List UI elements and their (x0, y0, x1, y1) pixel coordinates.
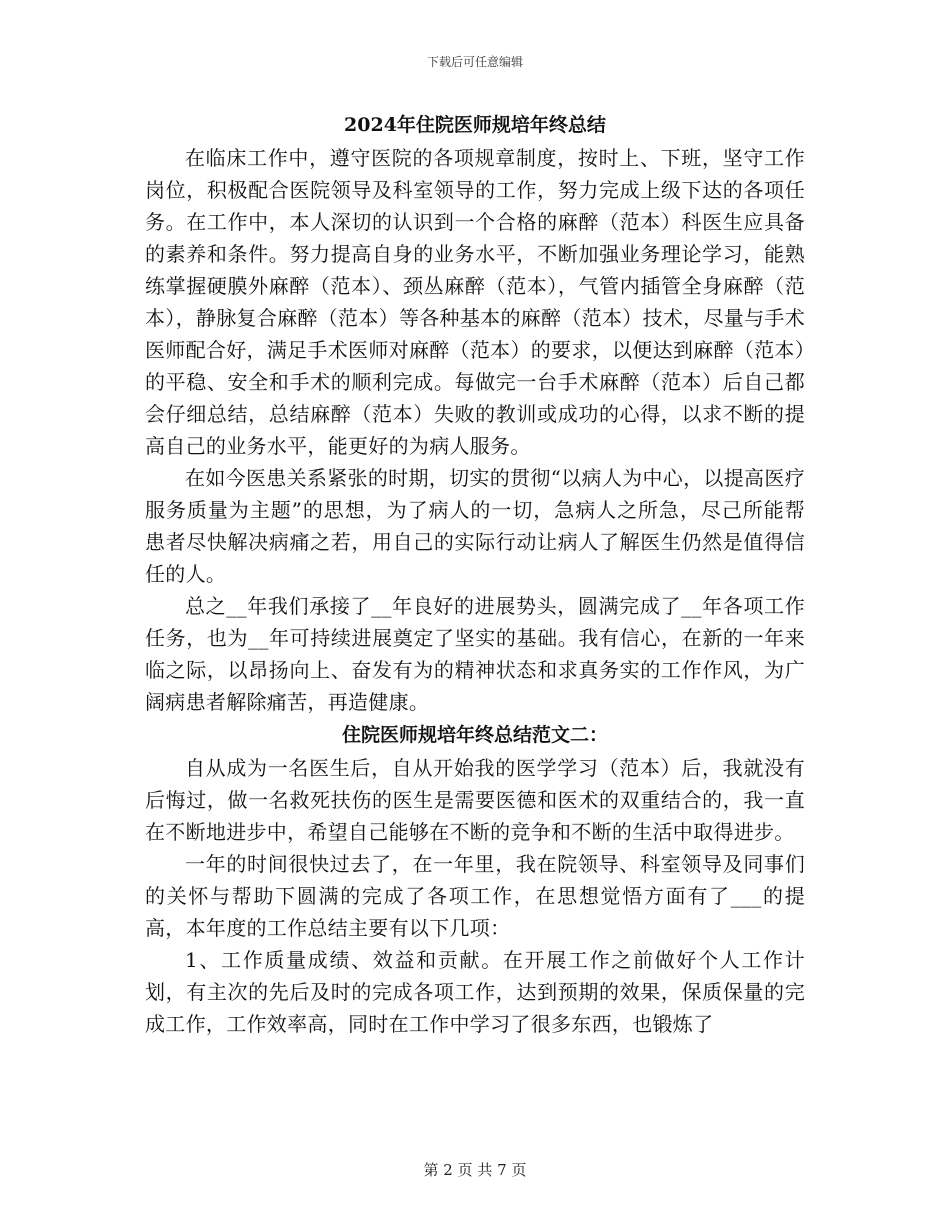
paragraph: 一年的时间很快过去了，在一年里，我在院领导、科室领导及同事们的关怀与帮助下圆满的完成了各项工作，在思想觉悟方面有了___的提高，本年度的工作总结主要有以下几项： (145, 852, 805, 940)
paragraph: 在如今医患关系紧张的时期，切实的贯彻“以病人为中心，以提高医疗服务质量为主题”的思想，为了病人的一切，急病人之所急，尽己所能帮患者尽快解决病痛之若，用自己的实际行动让病人了解医生仍然是值得信任的人。 (145, 466, 805, 586)
paragraph: 自从成为一名医生后，自从开始我的医学学习（范本）后，我就没有后悔过，做一名救死扶伤的医生是需要医德和医术的双重结合的，我一直在不断地进步中，希望自己能够在不断的竞争和不断的生活中取得进步。 (145, 756, 805, 844)
document-title: 2024年住院医师规培年终总结 (344, 114, 606, 136)
page-number: 第 2 页 共 7 页 (423, 1161, 527, 1179)
paragraph: 总之__年我们承接了__年良好的进展势头，圆满完成了__年各项工作任务，也为__年可持续进展奠定了坚实的基础。我有信心，在新的一年来临之际，以昂扬向上、奋发有为的精神状态和求真务实的工作作风，为广阔病患者解除痛苦，再造健康。 (145, 594, 805, 714)
section-title: 住院医师规培年终总结范文二： (341, 724, 608, 746)
document-body (145, 108, 805, 1040)
paragraph: 1、工作质量成绩、效益和贡献。在开展工作之前做好个人工作计划，有主次的先后及时的完成各项工作，达到预期的效果，保质保量的完成工作，工作效率高，同时在工作中学习了很多东西，也锻炼了 (145, 948, 805, 1036)
paragraph: 在临床工作中，遵守医院的各项规章制度，按时上、下班，坚守工作岗位，积极配合医院领导及科室领导的工作，努力完成上级下达的各项任务。在工作中，本人深切的认识到一个合格的麻醉（范本）科医生应具备的素养和条件。努力提高自身的业务水平，不断加强业务理论学习，能熟练掌握硬膜外麻醉（范本）、颈丛麻醉（范本），气管内插管全身麻醉（范本），静脉复合麻醉（范本）等各种基本的麻醉（范本）技术，尽量与手术医师配合好，满足手术医师对麻醉（范本）的要求，以便达到麻醉（范本）的平稳、安全和手术的顺利完成。每做完一台手术麻醉（范本）后自己都会仔细总结，总结麻醉（范本）失败的教训或成功的心得，以求不断的提高自己的业务水平，能更好的为病人服务。 (145, 146, 805, 458)
header-note: 下载后可任意编辑 (426, 55, 523, 69)
